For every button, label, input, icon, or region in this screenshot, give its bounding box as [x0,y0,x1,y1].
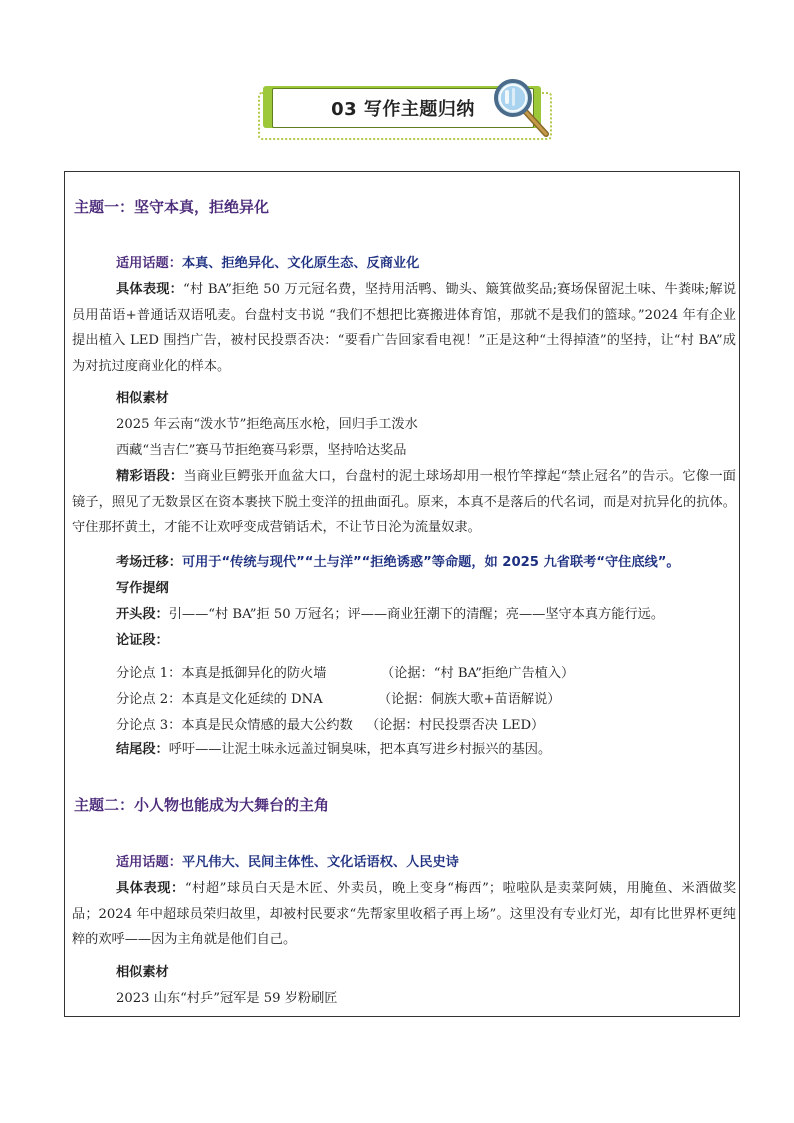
theme1-transfer-text: 可用于“传统与现代”“土与洋”“拒绝诱惑”等命题，如 2025 九省联考“守住底线”。 [181,555,680,570]
theme2-topics-label: 适用话题： [116,855,182,870]
theme1-similar-item-1: 2025 年云南“泼水节”拒绝高压水枪，回归手工泼水 [116,417,418,432]
theme1-quote-label: 精彩语段： [116,469,184,484]
theme1-evidence-1: （论据：“村 BA”拒绝广告植入） [381,666,575,681]
theme2-similar-item-1: 2023 山东“村乒”冠军是 59 岁粉刷匠 [116,991,338,1006]
theme2-perf-text: “村超”球员白天是木匠、外卖员，晚上变身“梅西”；啦啦队是卖菜阿姨，用腌鱼、米酒做奖品；2024 年中超球员荣归故里，却被村民要求“先帮家里收稻子再上场”。这里没有专业灯光，却有比世界杯更纯粹的欢呼——因为主角就是他们自己。 [72,881,737,947]
theme2-topics-value: 平凡伟大、民间主体性、文化话语权、人民史诗 [181,855,459,870]
theme1-perf-text: “村 BA”拒绝 50 万元冠名费，坚持用活鸭、锄头、簸箕做奖品;赛场保留泥土味、牛粪味;解说员用苗语+普通话双语吼麦。台盘村支书说 “我们不想把比赛搬进体育馆，那就不是我们的篮球。”2024 年有企业提出植入 LED 围挡广告，被村民投票否决：“要看广告回家看电视！”正是这种“土得掉渣”的坚持，让“村 BA”成为对抗过度商业化的样本。 [72,282,737,374]
theme1-opening [116,605,664,625]
theme1-similar-item-2: 西藏“当吉仁”赛马节拒绝赛马彩票，坚持哈达奖品 [116,443,407,458]
theme1-quote [72,464,736,541]
theme1-topics [116,254,419,274]
theme1-body-label: 论证段： [116,633,169,648]
theme1-opening-text: 引——“村 BA”拒 50 万冠名；评——商业狂潮下的清醒；亮——坚守本真方能行远。 [168,607,665,622]
theme1-evidence-2: （论据：侗族大歌+苗语解说） [378,692,561,707]
theme2-performance [72,876,736,953]
theme1-point-3: 分论点 3：本真是民众情感的最大公约数 [116,718,353,733]
theme1-evidence-3: （论据：村民投票否决 LED） [366,718,545,733]
theme1-point-1: 分论点 1：本真是抵御异化的防火墙 [116,666,327,681]
theme2-perf-label: 具体表现： [116,881,185,896]
theme2-heading: 主题二：小人物也能成为大舞台的主角 [74,796,330,814]
theme1-ending-label: 结尾段： [116,742,169,757]
theme1-opening-label: 开头段： [116,607,169,622]
theme1-performance [72,277,736,379]
theme1-transfer-label: 考场迁移： [116,555,182,570]
theme1-point-2: 分论点 2：本真是文化延续的 DNA [116,692,323,707]
theme1-transfer [116,553,680,573]
theme2-topics [116,853,459,873]
theme1-perf-label: 具体表现： [116,282,184,297]
theme1-ending-text: 呼吁——让泥土味永远盖过铜臭味，把本真写进乡村振兴的基因。 [168,742,552,757]
theme1-similar-label: 相似素材 [116,391,169,406]
theme1-topics-label: 适用话题： [116,256,182,271]
page-title: 03 写作主题归纳 [331,99,475,120]
theme2-similar-label: 相似素材 [116,965,169,980]
theme1-topics-value: 本真、拒绝异化、文化原生态、反商业化 [181,256,420,271]
theme1-outline-label: 写作提纲 [116,581,169,596]
theme1-heading: 主题一：坚守本真，拒绝异化 [74,198,270,216]
theme1-quote-text: 当商业巨鳄张开血盆大口，台盘村的泥土球场却用一根竹竿撑起“禁止冠名”的告示。它像一面镜子，照见了无数景区在资本裹挟下脱土变洋的扭曲面孔。原来，本真不是落后的代名词，而是对抗异化的抗体。守住那抔黄土，才能不让欢呼变成营销话术，不让节日沦为流量奴隶。 [72,469,736,535]
magnifier-icon [488,76,554,142]
theme1-ending [116,740,551,760]
title-banner [248,82,554,140]
